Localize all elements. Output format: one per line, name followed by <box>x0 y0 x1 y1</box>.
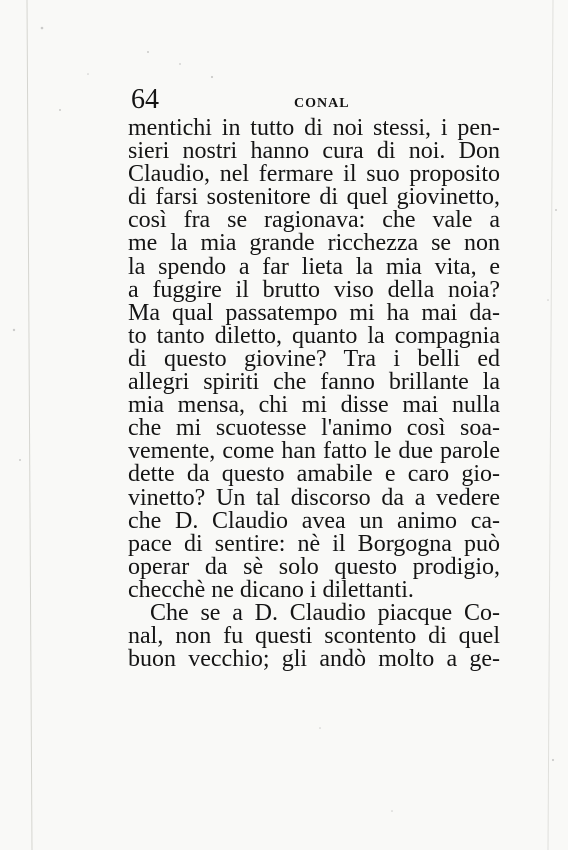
text-line: Che se a D. Claudio piacque Co- <box>150 599 500 626</box>
text-line: pace di sentire: nè il Borgogna può <box>128 530 500 557</box>
text-line: buon vecchio; gli andò molto a ge- <box>128 646 500 673</box>
text-line: sieri nostri hanno cura di noi. Don <box>128 138 500 165</box>
page-number: 64 <box>131 84 159 115</box>
text-line: Ma qual passatempo mi ha mai da- <box>128 299 500 326</box>
running-head: CONAL <box>294 96 350 111</box>
text-line: che mi scuotesse l'animo così soa- <box>128 415 500 442</box>
text-line: mentichi in tutto di noi stessi, i pen- <box>128 115 500 141</box>
text-line: così fra se ragionava: che vale a <box>128 207 500 234</box>
text-line: di questo giovine? Tra i belli ed <box>128 345 500 372</box>
text-line: allegri spiriti che fanno brillante la <box>128 369 500 396</box>
text-line: to tanto diletto, quanto la compagnia <box>128 322 500 349</box>
text-line: Claudio, nel fermare il suo proposito <box>128 161 500 188</box>
body-text <box>128 117 500 671</box>
text-line: me la mia grande ricchezza se non <box>128 230 500 257</box>
text-line: vinetto? Un tal discorso da a vedere <box>128 484 500 511</box>
text-line: vemente, come han fatto le due parole <box>128 438 500 465</box>
text-line: di farsi sostenitore di quel giovinetto, <box>128 184 500 211</box>
text-line: operar da sè solo questo prodigio, <box>128 553 500 580</box>
text-line: dette da questo amabile e caro gio- <box>128 461 500 488</box>
text-line: nal, non fu questi scontento di quel <box>128 623 500 650</box>
text-line: a fuggire il brutto viso della noia? <box>128 276 500 303</box>
text-line: la spendo a far lieta la mia vita, e <box>128 253 500 280</box>
text-line: che D. Claudio avea un animo ca- <box>128 507 500 534</box>
text-line: mia mensa, chi mi disse mai nulla <box>128 392 500 419</box>
text-line: checchè ne dicano i dilettanti. <box>128 576 414 603</box>
